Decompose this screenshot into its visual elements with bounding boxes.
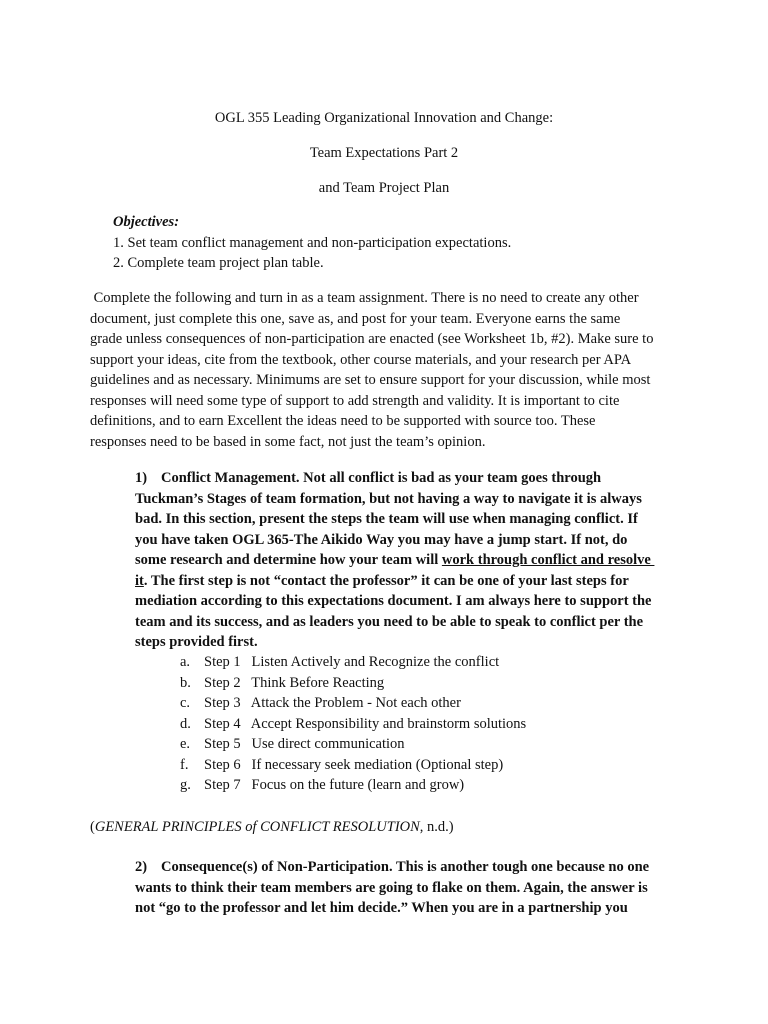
document-title-line-3: and Team Project Plan: [318, 180, 450, 196]
step-letter: a.: [180, 654, 191, 670]
question-1-text: bad. In this section, present the steps the team will use when managing conflict. If: [135, 511, 638, 527]
objectives-section: [113, 212, 673, 274]
intro-line: Complete the following and turn in as a team assignment. There is no need to create any other: [90, 290, 639, 306]
step-item: [180, 693, 600, 714]
question-1-text: some research and determine how your team will: [135, 552, 442, 568]
question-2-non-participation: [135, 857, 680, 919]
question-1-text: . The first step is not “contact the professor” it can be one of your last steps for: [143, 572, 629, 589]
question-2-text: Consequence(s) of Non-Participation. This is another tough one because no one: [161, 859, 650, 875]
step-text: Step 3 Attack the Problem - Not each other: [204, 695, 461, 711]
step-text: Step 2 Think Before Reacting: [204, 674, 385, 691]
step-letter: e.: [180, 736, 191, 752]
step-item: [180, 734, 600, 755]
citation-title: GENERAL PRINCIPLES of CONFLICT RESOLUTION: [94, 819, 420, 835]
intro-line: grade unless consequences of non-participation are enacted (see Worksheet 1b, #2). Make sure to: [90, 331, 654, 347]
intro-line: responses need to be based in some fact, not just the team’s opinion.: [90, 433, 486, 450]
question-1-text: steps provided first.: [135, 634, 258, 650]
intro-line: document, just complete this one, save as, and post for your team. Everyone earns the same: [90, 310, 621, 327]
citation-open: (: [90, 819, 95, 835]
step-text: Step 1 Listen Actively and Recognize the conflict: [204, 654, 500, 670]
step-letter: d.: [180, 715, 191, 732]
step-text: Step 6 If necessary seek mediation (Optional step): [204, 756, 504, 773]
step-item: [180, 652, 600, 673]
question-1-conflict-management: [135, 468, 680, 653]
objective-item: 1. Set team conflict management and non-participation expectations.: [113, 234, 512, 251]
intro-paragraph: [90, 288, 680, 452]
question-1-underlined-text: work through conflict and resolve: [441, 552, 655, 568]
document-title-line-2: Team Expectations Part 2: [309, 145, 459, 161]
question-1-text: team and its success, and as leaders you need to be able to speak to conflict per the: [135, 613, 644, 630]
question-1-text: mediation according to this expectations document. I am always here to support the: [135, 593, 652, 609]
question-1-text: Conflict Management. Not all conflict is bad as your team goes through: [161, 470, 602, 486]
conflict-steps-list: [180, 652, 600, 796]
question-1-underlined-text: it: [135, 572, 144, 589]
objective-item: 2. Complete team project plan table.: [113, 255, 324, 271]
step-letter: f.: [180, 756, 189, 773]
question-1-text: you have taken OGL 365-The Aikido Way you may have a jump start. If not, do: [135, 531, 628, 548]
step-text: Step 5 Use direct communication: [204, 736, 405, 752]
question-2-number: 2): [135, 859, 148, 875]
step-letter: c.: [180, 695, 191, 711]
step-item: [180, 673, 600, 694]
question-2-text: not “go to the professor and let him decide.” When you are in a partnership you: [135, 900, 628, 916]
step-item: [180, 714, 600, 735]
step-letter: g.: [180, 777, 191, 793]
citation: [90, 817, 454, 838]
step-text: Step 7 Focus on the future (learn and grow): [204, 777, 465, 793]
objectives-heading: Objectives:: [113, 214, 180, 230]
step-letter: b.: [180, 674, 191, 691]
step-text: Step 4 Accept Responsibility and brainstorm solutions: [204, 715, 527, 732]
step-item: [180, 755, 600, 776]
intro-line: guidelines and as necessary. Minimums are set to ensure support for your discussion, while most: [90, 372, 651, 388]
intro-line: support your ideas, cite from the textbook, other course materials, and your research per APA: [90, 351, 632, 368]
step-item: [180, 775, 600, 796]
question-2-text: wants to think their team members are going to flake on them. Again, the answer is: [135, 879, 648, 896]
intro-line: definitions, and to earn Excellent the ideas need to be supported with source too. These: [90, 413, 596, 429]
question-1-text: Tuckman’s Stages of team formation, but not having a way to navigate it is always: [135, 490, 642, 507]
document-title-line-1: OGL 355 Leading Organizational Innovation and Change:: [214, 110, 554, 126]
intro-line: responses will need some type of support to add strength and validity. It is important to cite: [90, 392, 620, 409]
question-1-number: 1): [135, 470, 148, 486]
citation-rest: , n.d.): [419, 819, 454, 835]
